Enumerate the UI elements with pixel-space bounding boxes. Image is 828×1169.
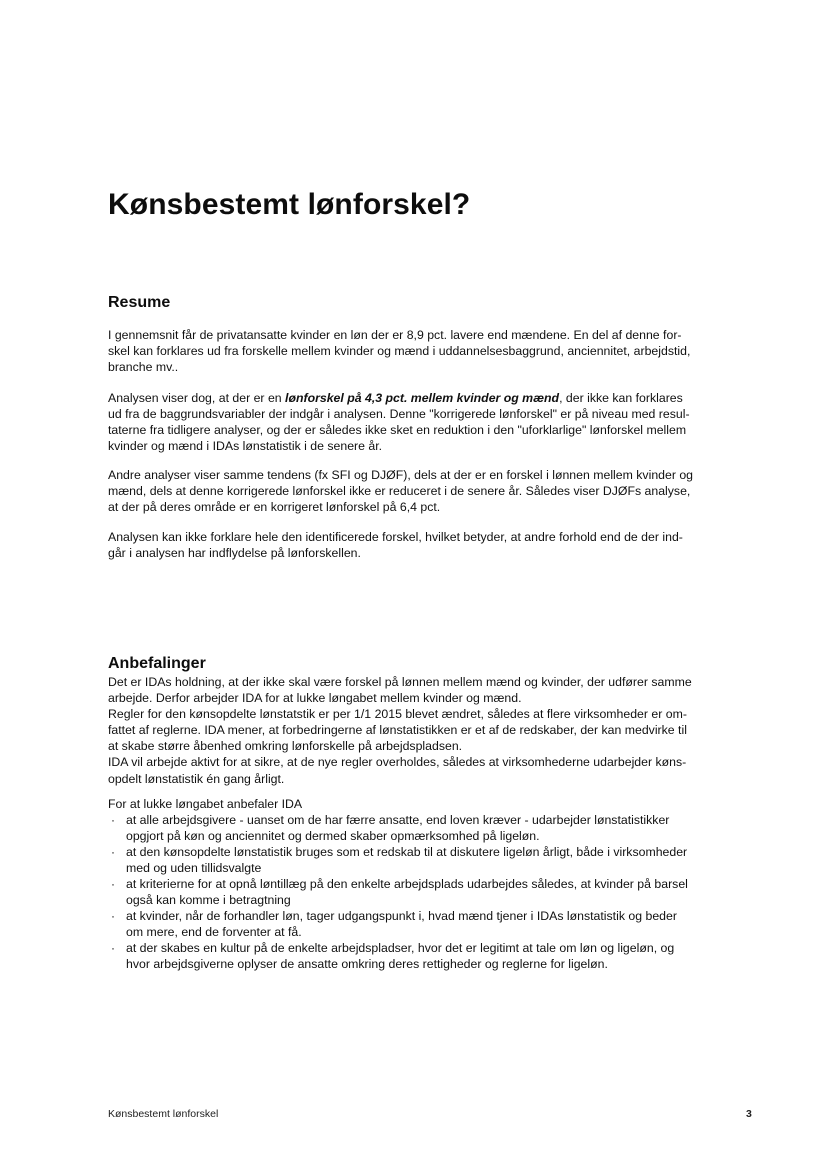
text-line: om mere, end de forventer at få. xyxy=(126,925,302,940)
text-line: at der skabes en kultur på de enkelte arbejdspladser, hvor det er legitimt at tale om løn og ligeløn, og xyxy=(126,941,675,955)
text-line: Regler for den kønsopdelte lønstatstik er per 1/1 2015 blevet ændret, således at flere virksomheder er om- xyxy=(108,707,687,722)
bullet-marker: · xyxy=(111,941,115,955)
text-line: ud fra de baggrundsvariabler der indgår i analysen. Denne "korrigerede lønforskel" er på niveau med resul- xyxy=(108,407,690,422)
section-heading-resume: Resume xyxy=(108,294,171,311)
text-span: , der ikke kan forklares xyxy=(559,391,683,405)
text-line: arbejde. Derfor arbejder IDA for at lukke løngabet mellem kvinder og mænd. xyxy=(108,691,522,706)
text-line: opdelt lønstatistik én gang årligt. xyxy=(108,771,285,786)
section-heading-anbefalinger: Anbefalinger xyxy=(108,655,206,672)
text-line: Analysen kan ikke forklare hele den identificerede forskel, hvilket betyder, at andre forhold end de der ind- xyxy=(108,530,683,544)
bullet-marker: · xyxy=(111,813,115,827)
text-line xyxy=(108,390,748,406)
text-line: skel kan forklares ud fra forskelle mellem kvinder og mænd i uddannelsesbaggrund, anciennitet, arbejdstid, xyxy=(108,344,691,359)
text-line: går i analysen har indflydelse på lønforskellen. xyxy=(108,546,361,561)
text-line: taterne fra tidligere analyser, og der er således ikke sket en reduktion i den "uforklarlige" lønforskel mellem xyxy=(108,423,687,438)
text-line: også kan komme i betragtning xyxy=(126,893,291,908)
text-line: at skabe større åbenhed omkring lønforskelle på arbejdspladsen. xyxy=(108,739,463,754)
text-line: hvor arbejdsgiverne oplyser de ansatte omkring deres rettigheder og reglerne for ligeløn. xyxy=(126,957,608,972)
text-line: at den kønsopdelte lønstatistik bruges som et redskab til at diskutere ligeløn årligt, både i virksomheder xyxy=(126,845,688,859)
text-line: at der på deres område er en korrigeret lønforskel på 6,4 pct. xyxy=(108,500,441,515)
text-line: fattet af reglerne. IDA mener, at forbedringerne af lønstatistikken er et af de redskaber, der kan medvirke til xyxy=(108,723,687,738)
recommendation-list xyxy=(108,796,748,972)
resume-paragraph-2 xyxy=(108,390,748,454)
text-line: mænd, dels at denne korrigerede lønforskel ikke er reduceret i de senere år. Således viser DJØFs analyse, xyxy=(108,484,691,499)
text-line: Andre analyser viser samme tendens (fx SFI og DJØF), dels at der er en forskel i lønnen mellem kvinder og xyxy=(108,468,694,482)
text-span: Analysen viser dog, at der er en xyxy=(108,391,286,405)
text-line: IDA vil arbejde aktivt for at sikre, at de nye regler overholdes, således at virksomhederne udarbejder køns- xyxy=(108,755,687,770)
list-intro: For at lukke løngabet anbefaler IDA xyxy=(108,797,303,811)
text-line: kvinder og mænd i IDAs lønstatistik i de senere år. xyxy=(108,439,383,454)
text-line: branche mv.. xyxy=(108,360,179,375)
text-line: at alle arbejdsgivere - uanset om de har færre ansatte, end loven kræver - udarbejder lønstatistikker xyxy=(126,813,670,827)
anbefalinger-paragraph xyxy=(108,674,748,787)
text-line: I gennemsnit får de privatansatte kvinder en løn der er 8,9 pct. lavere end mændene. En del af denne for- xyxy=(108,328,682,342)
text-line: Det er IDAs holdning, at der ikke skal være forskel på lønnen mellem mænd og kvinder, der udfører samme xyxy=(108,675,692,689)
text-line: med og uden tillidsvalgte xyxy=(126,861,262,876)
bullet-marker: · xyxy=(111,909,115,923)
bullet-marker: · xyxy=(111,845,115,859)
resume-paragraph-3 xyxy=(108,467,748,515)
text-line: at kriterierne for at opnå løntillæg på den enkelte arbejdsplads udarbejdes således, at kvinder på barsel xyxy=(126,877,688,891)
bullet-marker: · xyxy=(111,877,115,891)
page-number: 3 xyxy=(746,1108,752,1120)
text-line: at kvinder, når de forhandler løn, tager udgangspunkt i, hvad mænd tjener i IDAs lønstatistik og beder xyxy=(126,909,677,923)
resume-paragraph-1 xyxy=(108,327,748,375)
text-line: opgjort på køn og anciennitet og dermed skaber opmærksomhed på ligeløn. xyxy=(126,829,540,844)
page-title: Kønsbestemt lønforskel? xyxy=(108,188,471,221)
resume-paragraph-4 xyxy=(108,529,748,561)
emphasis-text: lønforskel på 4,3 pct. mellem kvinder og mænd xyxy=(285,391,560,405)
footer-title: Kønsbestemt lønforskel xyxy=(108,1108,219,1120)
